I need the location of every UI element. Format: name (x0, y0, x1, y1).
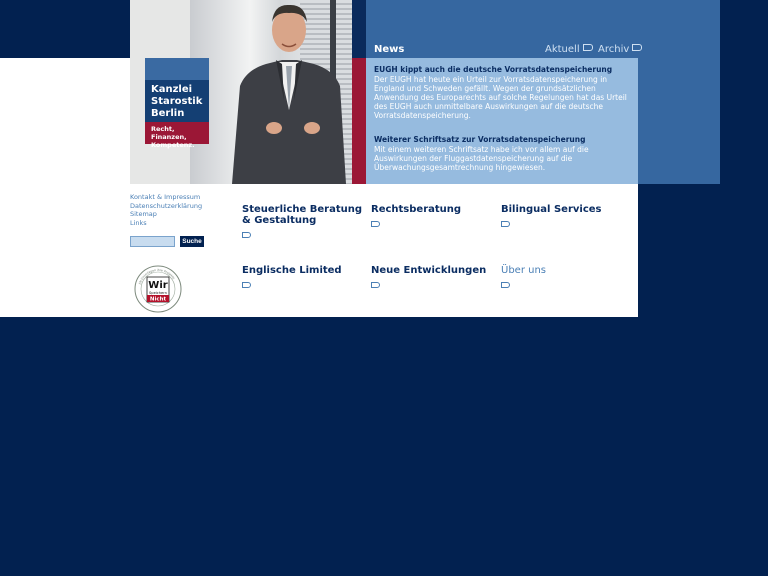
arrow-icon (242, 282, 251, 288)
badge-middle: Speichern (149, 291, 167, 295)
header-photo (130, 0, 352, 184)
news-aktuell-link[interactable] (545, 44, 593, 55)
link-datenschutz[interactable]: Datenschutzerklärung (130, 201, 203, 210)
wir-speichern-nicht-badge[interactable] (134, 265, 182, 313)
tag-icon (583, 44, 593, 51)
badge-main: Wir (148, 280, 168, 291)
search-input[interactable] (130, 236, 175, 247)
service-label: Steuerliche Beratung & Gestaltung (242, 204, 363, 226)
service-neue-entwicklungen[interactable] (371, 254, 486, 299)
link-links[interactable]: Links (130, 218, 147, 227)
service-label: Englische Limited (242, 265, 342, 276)
arrow-icon (371, 221, 380, 227)
arrow-icon (501, 282, 510, 288)
service-englische-limited[interactable] (242, 254, 342, 299)
service-label: Rechtsberatung (371, 204, 462, 215)
link-sitemap[interactable]: Sitemap (130, 210, 157, 218)
badge-ring-text: Ab Unterlagen ihre Projekte (137, 267, 176, 285)
news-item-text: Der EUGH hat heute ein Urteil zur Vorratsdatenspeicherung in England und Schweden gefällt. Wegen der grundsätzlichen Anwendung des Europarechts auf solche Regelungen hat das Urteil des EUGH auch unmittelbare Auswirkungen auf die deutsche Vorratsdatenspeicherung. (374, 75, 627, 120)
service-label: Neue Entwicklungen (371, 265, 487, 276)
tag-icon (632, 44, 642, 51)
news-aktuell-label: Aktuell (545, 44, 580, 55)
logo-title: Kanzlei Starostik Berlin (151, 84, 203, 119)
search-button[interactable]: Suche (180, 236, 204, 247)
kanzlei-logo[interactable] (145, 58, 209, 149)
badge-bottom: Nicht (149, 296, 167, 303)
arrow-icon (501, 221, 510, 227)
news-heading: News (374, 44, 405, 55)
service-bilingual[interactable] (501, 193, 601, 238)
arrow-icon (371, 282, 380, 288)
header-strip (352, 0, 366, 58)
accent-strip (352, 58, 366, 184)
lawyer-photo (222, 0, 352, 184)
arrow-icon (242, 232, 251, 238)
service-ueber-uns[interactable] (501, 254, 546, 299)
news-item-title[interactable]: Weiterer Schriftsatz zur Vorratsdatenspeicherung (374, 135, 586, 144)
footer-links (130, 193, 202, 227)
service-label: Bilingual Services (501, 204, 602, 215)
white-band (0, 58, 130, 317)
news-archiv-link[interactable] (598, 44, 642, 55)
logo-band (145, 58, 209, 80)
link-kontakt[interactable]: Kontakt & Impressum (130, 193, 201, 201)
service-label: Über uns (501, 265, 546, 276)
logo-tagline: Recht, Finanzen, Kompetenz. (145, 122, 209, 144)
service-rechtsberatung[interactable] (371, 193, 461, 238)
service-steuerliche-beratung[interactable] (242, 193, 362, 249)
news-item-text: Mit einem weiteren Schriftsatz habe ich vor allem auf die Auswirkungen der Fluggastdatenspeicherung auf die Überwachungsgesamtrechnung hingewiesen. (374, 145, 589, 172)
news-archiv-label: Archiv (598, 44, 630, 55)
news-item-title[interactable]: EUGH kippt auch die deutsche Vorratsdatenspeicherung (374, 65, 613, 74)
news-panel (366, 58, 638, 184)
